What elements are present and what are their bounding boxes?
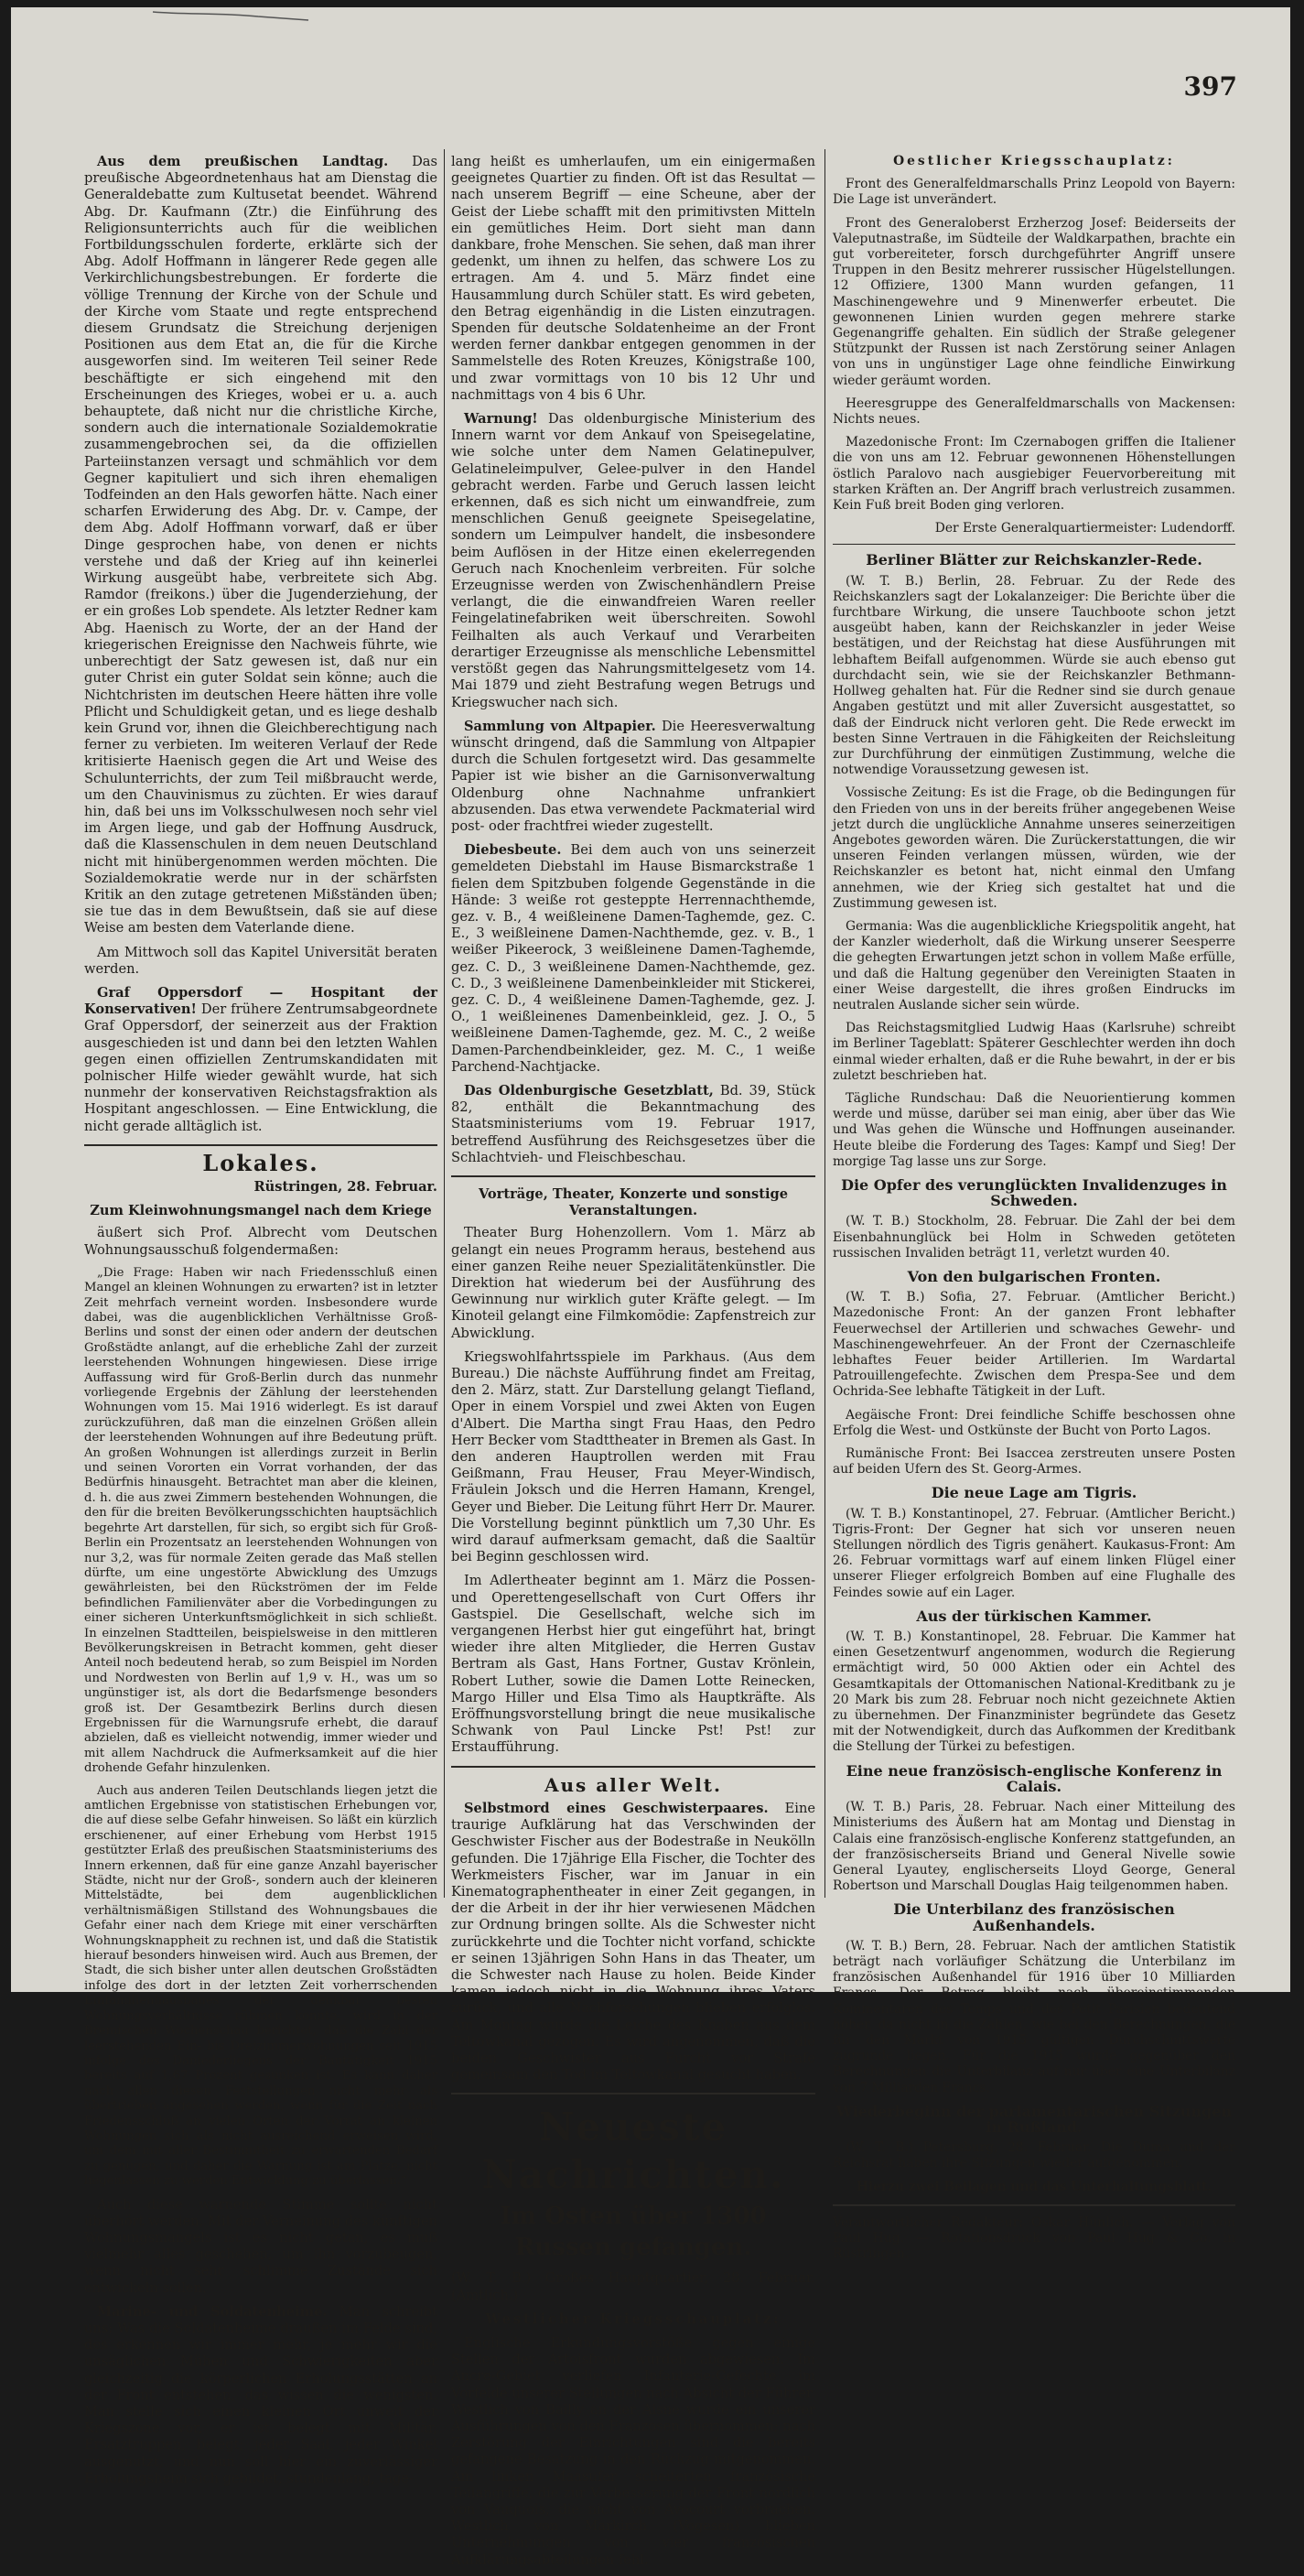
- article-headline: Berliner Blätter zur Reichskanzler-Rede.: [866, 551, 1202, 569]
- section-divider: [451, 2093, 815, 2094]
- article-headline: Wiederbeginn der parlamentarischen Sitzungen in Rußland.: [835, 2102, 1233, 2136]
- article-text: Bei dem auch von uns seinerzeit gemeldeten Diebstahl im Hause Bismarckstraße 1 fielen dem Spitzbuben folgende Gegenstände in die Hände: 3 weiße rot gesteppte Herrennachthemde, gez. v. B., 4 weißleinene Damen-Taghemde, gez. C. E., 3 weißleinene Damen-Nachthemde, gez. v. B., 1 weißer Pikeerock, 3 weißleinene Damen-Taghemde, gez. C. D., 3 weißleinene Damen-Nachthemde, gez. C. D., 3 weißleinene Damenbeinkleider mit Stickerei, gez. C. D., 4 weißleinene Damen-Taghemde, gez. J. O., 1 weißleinenes Damenbeinkleid, gez. J. O., 5 weißleinene Damen-Taghemde, gez. M. C., 2 weiße Damen-Parchendbeinkleider, gez. M. C., 1 weiße Parchend-Nachtjacke.: [451, 842, 816, 1075]
- article-text: Im Adlertheater beginnt am 1. März die Possen- und Operettengesellschaft von Curt Offers ihr Gastspiel. Die Gesellschaft, welche sich im vergangenen Herbst hier gut eingeführt hat, bringt wieder ihre alten Mitglieder, die Herren Gustav Bertram als Gast, Hans Fortner, Gustav Krönlein, Robert Luther, sowie die Damen Lotte Reinecken, Margo Hiller und Elsa Timo als Hauptkräfte. Als Eröffnungsvorstellung bringt die neue musikalische Schwank von Paul Lincke Pst! Pst! zur Erstaufführung.: [451, 1573, 815, 1756]
- article-landtag: [84, 154, 437, 937]
- article-text: Am Mittwoch soll das Kapitel Universität beraten werden.: [84, 944, 437, 977]
- section-title-lokales: Lokales.: [202, 1149, 319, 1176]
- article-text: Germania: Was die augenblickliche Kriegspolitik angeht, hat der Kanzler wiederholt, daß die Wirkung unserer Seesperre die gehegten Erwartungen jetzt schon in vollem Maße erfülle, und daß die Haltung gegenüber den Vereinigten Staaten in einer Weise dargestellt, die ihres großen Eindrucks im neutralen Auslande sicher sein würde.: [833, 918, 1235, 1012]
- headline: Marine- und Soldatenheime.: [97, 2303, 328, 2320]
- article-text: Man schreibt uns: Was die Soldatenheime draußen im Felde sind, des erkennen wir immer mehr, je mehr wir die unsäglichen Mühen und Schwierigkeiten aber gleichzeitig die körperlichen Erholungsstätten an der Front entstehen, das wissen die wenigsten. Man stelle sich einen kleinen Ort unweit der Kriegszone vor, er ist belegt mit Militär, Ersatztruppen, belegt; jeder Saal, jeder Winkel ausgenutzt, und nun soll hier ein zuverlässiger Erholungsheim sich gebildet, stundenlang, tage-: [84, 2303, 437, 2486]
- imprint: Verantwortlicher Redakteur: Oskar Hünlich. — Verlag von Paul Hug. — Rotationsdruck von Paul Hug & Co. in Rüstringen.: [833, 2214, 1235, 2262]
- front-heading: Oestlicher Kriegsschauplatz:: [893, 154, 1175, 168]
- article-text: Das Reichstagsmitglied Ludwig Haas (Karlsruhe) schreibt im Berliner Tageblatt: Späterer Geschlechter werden ihn doch einmal wieder erhalten, daß er die Ruhe bewahrt, in der er bis zuletzt beschrieben hat.: [833, 1021, 1235, 1083]
- article-text: (W. T. B.) Sofia, 27. Februar. (Amtlicher Bericht.) Mazedonische Front: An der ganzen Front lebhafter Feuerwechsel der Artillerien und schwaches Gewehr- und Maschinengewehrfeuer. An der Front der Czernaschleife lebhaftes Feuer beider Artillerien. Im Wardartal Patrouillengefechte. Zwischen dem Prespa-See und dem Ochrida-See lebhafte Tätigkeit in der Luft.: [833, 1290, 1235, 1400]
- headline: Warnung!: [464, 411, 538, 428]
- article-text: Front des Generalfeldmarschalls Prinz Leopold von Bayern: Die Lage ist unverändert.: [833, 177, 1235, 208]
- article-headline: Von den bulgarischen Fronten.: [907, 1268, 1161, 1285]
- article-text: Front des Generaloberst Erzherzog Josef: Beiderseits der Valeputnastraße, im Südteile der Waldkarpathen, brachte ein gut vorbereiteter, forsch durchgeführter Angriff unsere Truppen in den Besitz mehrerer russischer Hügelstellungen. 12 Offiziere, 1300 Mann wurden gefangen, 11 Maschinengewehre und 9 Minenwerfer erbeutet. Die gewonnenen Linien wurden gegen mehrere starke Gegenangriffe gehalten. Ein südlich der Straße gelegener Stützpunkt der Russen ist nach Zerstörung seiner Anlagen von uns in ungünstiger Lage ohne feindliche Einwirkung wieder geräumt worden.: [833, 215, 1235, 388]
- article-text: (W. T. B.) Berlin, 28. Februar. Zu der Rede des Reichskanzlers sagt der Lokalanzeiger: Die Berichte über die furchtbare Wirkung, die unsere Tauchboote schon jetzt ausgeübt haben, kann der Reichskanzler in jeder Weise bestätigen, und der Reichstag hat diese Ausführungen mit lebhaftem Beifall aufgenommen. Würde sie auch ebenso gut durchdacht sein, wie sie der Reichskanzler Bethmann-Hollweg gehalten hat. Für die Redner sind sie durch genaue Angaben gestützt und mit aller Zuversicht ausgestattet, so daß der Eindruck nicht verloren geht. Die Rede erweckt im besten Sinne Vertrauen in die Fähigkeiten der Reichsleitung zur Durchführung der einmütigen Zustimmung, welche die notwendige Voraussetzung gewesen ist.: [833, 573, 1235, 778]
- section-divider: [451, 1766, 815, 1768]
- article-warnung: [451, 411, 815, 711]
- headline: Graf Oppersdorf — Hospitant der Konservativen!: [84, 984, 437, 1018]
- article-text: (W. T. B.) Stockholm, 28. Februar. Die Zahl der bei dem Eisenbahnunglück bei Holm in Schweden getöteten russischen Invaliden beträgt 11, verletzt wurden 40.: [833, 1214, 1235, 1261]
- article-headline: Die Opfer des verunglückten Invalidenzuges in Schweden.: [841, 1175, 1227, 1210]
- supplement-note: Hierzu zwei Beilagen und das Unterhaltungsblatt.: [856, 2179, 1212, 2194]
- article-headline: Zum Kleinwohnungsmangel nach dem Kriege: [90, 1203, 432, 1219]
- pencil-mark: [148, 7, 313, 35]
- page-number: 397: [1183, 71, 1237, 102]
- article-text: (W. T. B.) Konstantinopel, 27. Februar. (Amtlicher Bericht.) Tigris-Front: Der Gegner hat sich vor unseren neuen Stellungen nördlich des Tigris genähert. Kaukasus-Front: Am 26. Februar vormittags warf auf einem linken Flügel einer unserer Flieger erfolgreich Bomben auf eine Flughalle des Feindes sowie auf ein Lager.: [833, 1506, 1235, 1600]
- article-text: (W. T. B.) Konstantinopel, 28. Februar. Die Kammer hat einen Gesetzentwurf angenommen, wodurch die Regierung ermächtigt wird, 50 000 Aktien oder ein Achtel des Gesamtkapitals der Ottomanischen National-Kreditbank zu je 20 Mark bis zum 28. Februar noch nicht gezeichnete Aktien zu übernehmen. Der Finanzminister begründete das Gesetz mit der Notwendigkeit, durch das Aufkommen der Kreditbank die Stellung der Türkei zu befestigen.: [833, 1629, 1235, 1755]
- article-text: Kriegswohlfahrtsspiele im Parkhaus. (Aus dem Bureau.) Die nächste Aufführung findet am Freitag, den 2. März, statt. Zur Darstellung gelangt Tiefland, Oper in einem Vorspiel und zwei Akten von Eugen d'Albert. Die Martha singt Frau Haas, den Pedro Herr Becker vom Stadttheater in Bremen als Gast. In den anderen Hauptrollen werden mit Frau Geißmann, Frau Heuser, Frau Meyer-Windisch, Fräulein Joksch und die Herren Hamann, Krengel, Geyer und Bieber. Die Leitung führt Herr Dr. Maurer. Die Vorstellung beginnt pünktlich um 7,30 Uhr. Es wird darauf aufmerksam gemacht, daß die Saaltür bei Beginn geschlossen wird.: [451, 1348, 815, 1565]
- article-text: Die Heeresverwaltung wünscht dringend, daß die Sammlung von Altpapier durch die Schulen fortgesetzt wird. Das gesammelte Papier ist wie bisher an die Garnisonverwaltung Oldenburg ohne Nachnahme unfrankiert abzusenden. Das etwa verwendete Packmaterial wird post- oder frachtfrei wieder zugestellt.: [451, 718, 815, 834]
- article-text: (W. T. B.) Paris, 28. Februar. Nach einer Mitteilung des Ministeriums des Äußern hat am Montag und Dienstag in Calais eine französisch-englische Konferenz stattgefunden, an der französischerseits Briand und General Nivelle sowie General Lyautey, englischerseits Lloyd George, General Robertson und Marschall Douglas Haig teilgenommen haben.: [833, 1800, 1235, 1894]
- article-text: Auch diese warnende Stimme sollte nicht überhört werden. Mit der Verneinung des künftigen Wohnungsmangels ist es nicht getan, es muß vielmehr alles geschehen, um ihn vorzubeugen, wenn nicht sehr schlimme Zustände sich entwickeln sollen.: [84, 2196, 437, 2296]
- front-heading: Westlicher Kriegsschauplatz:: [485, 2311, 781, 2327]
- article-text: äußert sich Prof. Albrecht vom Deutschen Wohnungsausschuß folgendermaßen:: [84, 1225, 437, 1258]
- dateline: (W. T. B.) Großes Hauptquartier, 28. Februar. (Amtlich.): [451, 2270, 815, 2303]
- article-text: Das preußische Abgeordnetenhaus hat am Dienstag die Generaldebatte zum Kultusetat beendet. Während Abg. Dr. Kaufmann (Ztr.) die Einführung des Religionsunterrichts auch für die weiblichen Fortbildungsschulen forderte, erklärte sich der Abg. Adolf Hoffmann in längerer Rede gegen alle Verkirchlichungsbestrebungen. Er forderte die völlige Trennung der Kirche von der Schule und der Kirche vom Staate und regte entsprechend diesem Grundsatz die Streichung derjenigen Positionen aus dem Etat an, die für die Kirche ausgeworfen sind. Im weiteren Teil seiner Rede beschäftigte er sich eingehend mit den Erscheinungen des Krieges, wobei er u. a. auch behauptete, daß nicht nur die christliche Kirche, sondern auch die internationale Sozialdemokratie zusammengebrochen sei, da die offiziellen Parteiinstanzen versagt und schmählich vor dem Gegner kapituliert und sich ihren ehemaligen Todfeinden an den Hals geworfen hätte. Nach einer scharfen Erwiderung des Abg. Dr. v. Campe, der dem Abg. Adolf Hoffmann vorwarf, daß er über Dinge gesprochen habe, von denen er nichts verstehe und daß der Krieg auf ihn keinerlei Wirkung ausgeübt habe, verbreitete sich Abg. Ramdor (freikons.) über die Jugenderziehung, der er ein großes Lob spendete. Als letzter Redner kam Abg. Haenisch zu Worte, der an der Hand der kriegerischen Ereignisse den Nachweis führte, wie unberechtigt der Satz gewesen ist, daß nur ein guter Christ ein guter Soldat sein könne; auch die Nichtchristen im deutschen Heere hätten ihre volle Pflicht und Schuldigkeit getan, und es liege deshalb kein Grund vor, ihnen die Gleichberechtigung nach ferner zu verbieten. Im weiteren Verlauf der Rede kritisierte Haenisch gegen die Art und Weise des Schulunterrichts, der zum Teil mißbraucht werde, um den Chauvinismus zu züchten. Er wies darauf hin, daß bei uns im Volksschulwesen noch sehr viel im Argen liege, und gab der Hoffnung Ausdruck, daß die Klassenschulen in dem neuen Deutschland nicht mit hinübergenommen werden möchten. Die Sozialdemokratie werde nur in der schärfsten Kritik an den zutage getretenen Mißständen üben; sie tue das in dem Bewußtsein, daß sie auf diese Weise am besten dem Vaterlande diene.: [84, 154, 437, 936]
- article-headline: Die Unterbilanz des französischen Außenhandels.: [893, 1900, 1175, 1934]
- column-rule: [824, 149, 825, 1898]
- headline: Selbstmord eines Geschwisterpaares.: [464, 1800, 769, 1816]
- section-divider: [833, 2204, 1235, 2206]
- banner-subhead: Im Osten über 1300 Russen gefangen.: [500, 2203, 767, 2262]
- article-quote: „Die Frage: Haben wir nach Friedensschluß einen Mangel an kleinen Wohnungen zu erwarten? ist in letzter Zeit mehrfach verneint worden. Insbesondere wurde dabei, was die augenblicklichen Verhältnisse Groß-Berlins und sonst der einen oder andern der deutschen Großstädte anlangt, auf die erhebliche Zahl der zurzeit leerstehenden Wohnungen hingewiesen. Diese irrige Auffassung wird für Groß-Berlin durch das nunmehr vorliegende Ergebnis der Zählung der leerstehenden Wohnungen vom 15. Mai 1916 widerlegt. Es ist darauf zurückzuführen, daß man die einzelnen Größen allein der leerstehenden Wohnungen auf ihre Bedeutung prüft. An großen Wohnungen ist allerdings zurzeit in Berlin und seinen Vororten ein Vorrat vorhanden, der das Bedürfnis hinausgeht. Betrachtet man aber die kleinen, d. h. die aus zwei Zimmern bestehenden Wohnungen, die den für die breiten Bevölkerungsschichten hauptsächlich begehrte Art darstellen, für sich, so ergibt sich für Groß-Berlin ein Prozentsatz an leerstehenden Wohnungen von nur 3,2, was für normale Zeiten gerade das Maß stellen dürfte, um eine ungestörte Abwicklung des Umzugs gewährleisten, bei den Rückströmen der im Felde befindlichen Familienväter aber die Vorbedingungen zu einer sicheren Unterkunftsmöglichkeit in sich schließt. In einzelnen Stadtteilen, beispielsweise in den mittleren Bevölkerungskreisen in Betracht kommen, geht dieser Anteil noch bedeutend herab, so zum Beispiel im Norden und Nordwesten von Berlin auf 1,9 v. H., was um so ungünstiger ist, als dort die Bedarfsmenge besonders groß ist. Der Gesamtbezirk Berlins durch diesen Ergebnissen für die Warnungsrufe erhebt, die darauf abzielen, daß es vielleicht notwendig, immer wieder und mit allem Nachdruck die Aufmerksamkeit auf die hier drohende Gefahr hinzulenken.: [84, 1265, 437, 1776]
- section-title-aus-aller-welt: Aus aller Welt.: [544, 1773, 722, 1796]
- article-soldatenheime: [84, 2304, 437, 2487]
- signature: Der Erste Generalquartiermeister: Ludendorff.: [934, 521, 1235, 536]
- dateline: Rüstringen, 28. Februar.: [253, 1178, 437, 1195]
- article-diebesbeute: [451, 842, 815, 1076]
- article-text: Heeresgruppe des Generalfeldmarschalls von Mackensen: Nichts neues.: [833, 395, 1235, 428]
- article-text: Aegäische Front: Drei feindliche Schiffe beschossen ohne Erfolg die West- und Ostkünste der Bucht von Porto Lagos.: [833, 1407, 1235, 1438]
- article-text: Tägliche Rundschau: Daß die Neuorientierung kommen werde und müsse, darüber sei man einig, aber über das Wie und Was gehen die Wünsche und Hoffnungen auseinander. Heute bleibe die Forderung des Tages: Kampf und Sieg! Der morgige Tag lasse uns zur Sorge.: [833, 1090, 1235, 1169]
- article-text: Bd. 39, Stück 82, enthält die Bekanntmachung des Staatsministeriums vom 19. Februar 1917, betreffend Ausführung des Reichsgesetzes über die Schlachtvieh- und Fleischbeschau.: [451, 1082, 816, 1165]
- article-text: (W. T. B.) Bern, 28. Februar. Nach der amtlichen Statistik beträgt nach vorläufiger Schätzung die Unterbilanz im französischen Außenhandel für 1916 über 10 Milliarden Francs. Der Betrag bleibt nach übereinstimmenden Kommentaren des Temps und des Petit Parisien bedeutend höher, da nicht in die Zahlen, wie bei den Berechnungen, die für den Markt von 1915 gültigen Durchschnittswerte zugrunde liegen. Für die 1915 wurde gegenüber den Berechnungen die Unterbilanz auf nur über eine Unterbilanz von 7 Milliarden Francs.: [833, 1938, 1235, 2095]
- newspaper-page: [11, 7, 1290, 2568]
- section-title-veranstaltungen: Vorträge, Theater, Konzerte und sonstige Veranstaltungen.: [478, 1185, 789, 1219]
- article-text: (W. T. B.) Petersburg, 28. Februar. Die Duma und der Reichsrat haben ihre Sitzungen wieder aufgenommen.: [833, 2140, 1235, 2171]
- article-gesetzblatt: [451, 1083, 815, 1166]
- article-text: Der frühere Zentrumsabgeordnete Graf Oppersdorf, der seinerzeit aus der Fraktion ausgeschieden ist und dann bei den letzten Wahlen gegen einen offiziellen Zentrumskandidaten mit polnischer Hilfe wieder gewählt wurde, hat sich nunmehr der konservativen Reichstagsfraktion als Hospitant angeschlossen. — Eine Entwicklung, die nicht gerade alltäglich ist.: [84, 1001, 437, 1134]
- article-oppersdorf: [84, 985, 437, 1135]
- article-text: Mazedonische Front: Im Czernabogen griffen die Italiener die von uns am 12. Februar gewonnenen Höhenstellungen östlich Paralovo nach ausgiebiger Feuervorbereitung mit starken Kräften an. Der Angriff brach verlustreich zusammen. Kein Fuß breit Boden ging verloren.: [833, 435, 1235, 514]
- article-text: lang heißt es umherlaufen, um ein einigermaßen geeignetes Quartier zu finden. Oft ist das Resultat — nach unserem Begriff — eine Scheune, aber der Geist der Liebe schafft mit den primitivsten Mitteln ein gemütliches Heim. Dort sieht man dann dankbare, frohe Menschen. Sie sehen, daß man ihrer gedenkt, um ihnen zu helfen, das schwere Los zu ertragen. Am 4. und 5. März findet eine Hausammlung durch Schüler statt. Es wird gebeten, den Betrag eigenhändig in die Listen einzutragen. Spenden für deutsche Soldatenheime an der Front werden ferner dankbar entgegen genommen in der Sammelstelle des Roten Kreuzes, Königstraße 100, und zwar vormittags von 10 bis 12 Uhr und nachmittags von 4 bis 6 Uhr.: [451, 154, 815, 403]
- middle-column: [451, 154, 815, 2576]
- article-headline: Aus der türkischen Kammer.: [916, 1607, 1152, 1625]
- article-text: Vossische Zeitung: Es ist die Frage, ob die Bedingungen für den Frieden von uns in der bereits früher angegebenen Weise jetzt durch die unglückliche Annahme unseres seinerzeitigen Angebotes geworden wären. Die Zurückerstattungen, die wir unseren Feinden verlangen müssen, würden, wie der Reichskanzler es betont hat, nicht einmal den Umfang annehmen, wie der Krieg sich gestaltet hat und die Zustimmung gewesen ist.: [833, 785, 1235, 911]
- article-text: Rumänische Front: Bei Isaccea zerstreuten unsere Posten auf beiden Ufern des St. Georg-Armes.: [833, 1446, 1235, 1477]
- article-text: Theater Burg Hohenzollern. Vom 1. März ab gelangt ein neues Programm heraus, bestehend aus einer ganzen Reihe neuer Spezialitätenkünstler. Die Direktion hat wiederum bei der Ausführung des Gewinnung nur wirklich guter Kräfte gelegt. — Im Kinoteil gelangt eine Filmkomödie: Zapfenstreich zur Abwicklung.: [451, 1225, 815, 1341]
- article-headline: Eine neue französisch-englische Konferenz in Calais.: [846, 1761, 1223, 1795]
- headline: Das Oldenburgische Gesetzblatt,: [464, 1082, 714, 1099]
- article-text: Englische Erkundungsvorstöße gegen einige Stellen der Artoisfront wurden abgewiesen. Im Ancre-Gebiet verliefen Infanterie-Gefechte im Vorfelde unserer Stellungen nach Absicht der Führer. Westlich von Bailly an der Aisne wurde ein unserer Ausführungen von den Franzosen übernommen; nach Zerstörung der Einrichtungen sind die bereits gefangene Besatzung in den Rückzug mitgenommen. Am linken Maasufer scheiterten französische Teilangriffe, die zur Verbesserung der Front nördlich von Vauquois, die nicht von Avocourt vorbrachen. Westlich von Markirch (Vogesen) blieben Unternehmungen von vier französischen Aufklärungsabteilungen fehl.: [451, 2334, 815, 2568]
- article-altpapier: [451, 719, 815, 835]
- article-headline: Die neue Lage am Tigris.: [931, 1484, 1137, 1502]
- section-divider: [84, 1144, 437, 1146]
- article-selbstmord: [451, 1801, 815, 2084]
- left-column: [84, 154, 437, 2495]
- section-divider: [451, 1175, 815, 1177]
- headline: Aus dem preußischen Landtag.: [97, 154, 389, 169]
- column-rule: [444, 149, 445, 1898]
- article-text: Das oldenburgische Ministerium des Innern warnt vor dem Ankauf von Speisegelatine, wie solche unter dem Namen Gelatinepulver, Gelatineleimpulver, Gelee-pulver in den Handel gebracht werden. Farbe und Geruch lassen leicht erkennen, daß es sich nicht um einwandfreie, zum menschlichen Genuß geeignete Speisegelatine, sondern um Leimpulver handelt, die insbesondere beim Auflösen in der Hitze einen ekelerregenden Geruch nach Knochenleim verbreiten. Für solche Erzeugnisse werden von Zwischenhändlern Preise verlangt, die die einwandfreien Waren reeller Feingelatinefabriken weit überschreiten. Sowohl Feilhalten als auch Verkauf und Verarbeiten derartiger Erzeugnisse als menschliche Lebensmittel verstößt gegen das Nahrungsmittelgesetz vom 14. Mai 1879 und zieht Bestrafung wegen Betrugs und Kriegswucher nach sich.: [451, 411, 815, 710]
- headline: Sammlung von Altpapier.: [464, 718, 656, 734]
- right-column: [833, 154, 1235, 2269]
- section-divider: [833, 544, 1235, 545]
- headline: Diebesbeute.: [464, 842, 562, 859]
- article-text: Eine traurige Aufklärung hat das Verschwinden der Geschwister Fischer aus der Bodestraße in Neukölln gefunden. Die 17jährige Ella Fischer, die Tochter des Werkmeisters Fischer, war im Januar in ein Kinematographentheater in einer Zeit gegangen, in der die Arbeit in der ihr hier verwiesenen Mädchen zur Ordnung bringen sollte. Als die Schwester nicht zurückkehrte und die Tochter nicht vorfand, schickte er seinen 13jährigen Sohn Hans in das Theater, um die Schwester nach Hause zu holen. Beide Kinder kamen jedoch nicht in die Wohnung ihres Vaters zurück, und alle Nachforschungen blieben erfolglos. Am Montag wurde die Leiche des Knaben aus dem Teltowkanal gezogen. Es wird angenommen, daß die beiden Geschwister aus Furcht vor Strafe gemeinsam den Tod im Teltowkanal gesucht haben.: [451, 1800, 815, 2084]
- banner-neueste-nachrichten: Neueste Nachrichten.: [481, 2105, 785, 2198]
- article-quote: Auch aus anderen Teilen Deutschlands liegen jetzt die amtlichen Ergebnisse von statistischen Erhebungen vor, die auf diese selbe Gefahr hinweisen. So läßt ein kürzlich erschienener, auf einer Erhebung vom Herbst 1915 gestützter Erlaß des preußischen Staatsministeriums des Innern erkennen, daß für eine ganze Anzahl bayerischer Städte, nicht nur der Groß-, sondern auch der kleineren Mittelstädte, bei dem augenblicklichen verhältnismäßigen Stillstand des Wohnungsbaues die Gefahr einer nach dem Kriege mit einer verschärften Wohnungsknappheit zu rechnen ist, und daß die Statistik hierauf besonders hinweisen wird. Auch aus Bremen, der Stadt, die sich bisher unter allen deutschen Großstädten infolge des dort in der letzten Zeit vorherrschenden Einfamilienhausbaues der denkbar besten Wohnungsverhältnisse rühmen konnte, wird in der Bremischen Wochenschau berichtet, daß die Zahl der leerstehenden Ein- bis Dreizimmerwohnungen seit 1915 infolge des Daniederliegens der Bautätigkeit 1915 bereits auf 1,67 Prozent gesunken ist. Es kann daher nach allen diesen Feststellungen nicht mehr als übertrieben angesehen werden, wenn für die Zeit nach Friedensschluß an vielen Orten der Vorrat an kleinen Wohnungen sich als nicht ausreichend erweisen wird, um dem mit aller Bestimmtheit zu erwartenden Bedarf zu genügen, und daher die Warnung ist am Platze, nicht liegenlassen zu werden Entwicklung zu überlassen.“: [84, 1783, 437, 2189]
